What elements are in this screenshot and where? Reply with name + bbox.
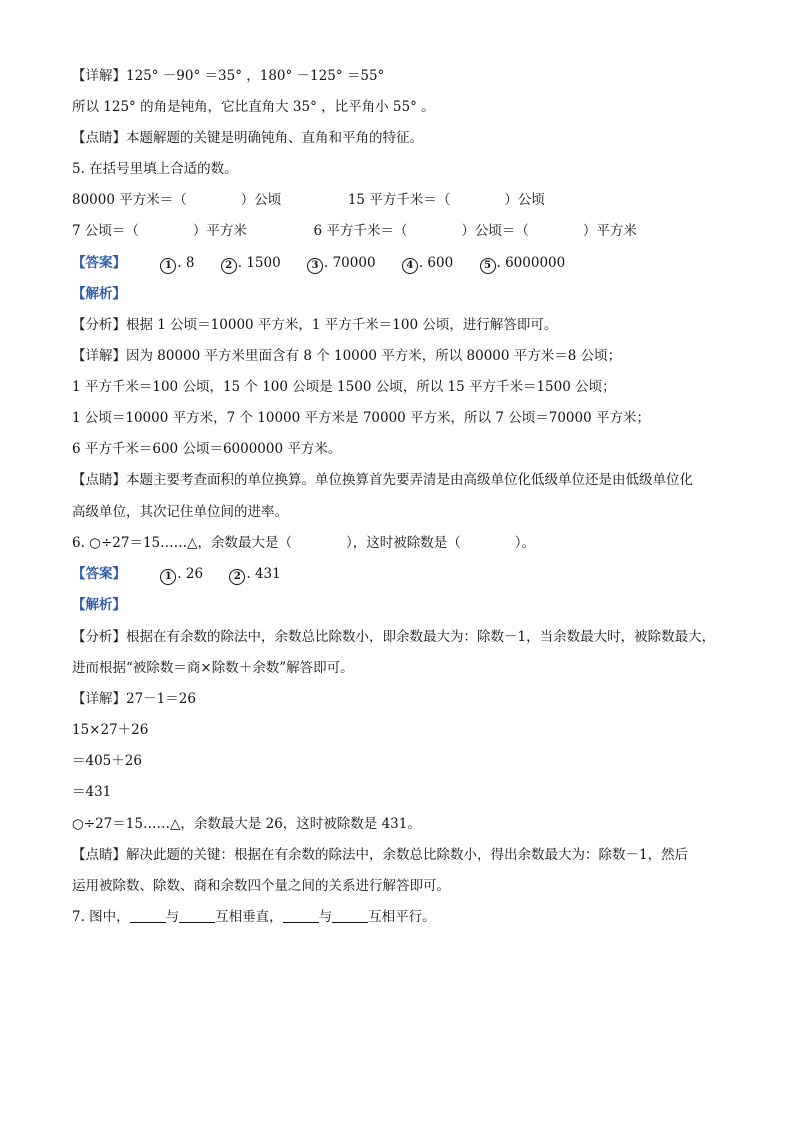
q7-mid-3: 与: [318, 909, 333, 925]
answer-blank[interactable]: [332, 908, 368, 923]
question-7-title: [72, 907, 436, 927]
q6-analysis-tag: 【解析】: [72, 597, 126, 613]
q6-conclusion: ○÷27＝15……△，余数最大是 26，这时被除数是 431。: [72, 816, 421, 832]
q5-detail-1: 【详解】因为 80000 平方米里面含有 8 个 10000 平方米，所以 80000 平方米＝8 公顷；: [72, 348, 622, 364]
q6-answer-list: [160, 564, 302, 585]
q5-answer-list: [160, 253, 587, 274]
answer-tag: 【答案】: [72, 255, 126, 271]
q5-key-point-1: 【点睛】本题主要考查面积的单位换算。单位换算首先要弄清是由高级单位化低级单位还是由低级单位化: [72, 472, 693, 488]
q5-answer-line: [72, 253, 587, 274]
detail-angle-calc: 【详解】125° －90° ＝35° ，180° －125° ＝55°: [72, 68, 385, 84]
q6-detail-4: ＝431: [72, 784, 112, 800]
q6-analysis-2: 进而根据“被除数＝商×除数＋余数”解答即可。: [72, 660, 354, 676]
q7-suffix: 互相平行。: [368, 909, 436, 925]
q6-detail-3: ＝405＋26: [72, 753, 142, 769]
q5-answer-5: [480, 253, 566, 274]
answer-tag: 【答案】: [72, 566, 126, 582]
q6-detail-2: 15×27＋26: [72, 722, 149, 738]
q5-item-2: 15 平方千米＝（ ）公顷: [347, 192, 545, 208]
q5-answer-1: [160, 253, 194, 274]
q5-answer-4: [402, 253, 453, 274]
q6-detail-1: 【详解】27－1＝26: [72, 691, 196, 707]
q5-item-3: 7 公顷＝（ ）平方米: [72, 223, 247, 239]
q7-mid-2: 互相垂直，: [215, 909, 283, 925]
q5-answer-3: [307, 253, 376, 274]
answer-value: . 70000: [324, 255, 376, 271]
q5-analysis-tag: 【解析】: [72, 286, 126, 302]
q6-key-point-1: 【点睛】解决此题的关键：根据在有余数的除法中，余数总比除数小，得出余数最大为：除数－1，然后: [72, 847, 689, 863]
question-5-row-1: [72, 190, 545, 210]
circled-number: 3: [307, 258, 323, 274]
angle-conclusion: 所以 125° 的角是钝角，它比直角大 35° ，比平角小 55° 。: [72, 99, 435, 115]
q5-detail-3: 1 公顷＝10000 平方米，7 个 10000 平方米是 70000 平方米，所以 7 公顷＝70000 平方米；: [72, 410, 650, 426]
answer-value: . 600: [418, 255, 454, 271]
q6-analysis-1: 【分析】根据在有余数的除法中，余数总比除数小，即余数最大为：除数－1，当余数最大时，被除数最大，: [72, 629, 716, 645]
q7-mid-1: 与: [165, 909, 180, 925]
answer-value: . 431: [246, 566, 281, 582]
q6-answer-1: [160, 564, 203, 585]
q5-detail-4: 6 平方千米＝600 公顷＝6000000 平方米。: [72, 441, 342, 457]
q5-item-4: 6 平方千米＝（ ）公顷＝（ ）平方米: [313, 223, 637, 239]
q5-analysis: 【分析】根据 1 公顷＝10000 平方米，1 平方千米＝100 公顷，进行解答即可。: [72, 317, 558, 333]
circled-number: 2: [221, 258, 237, 274]
q5-answer-2: [221, 253, 281, 274]
question-6-title: 6. ○÷27＝15……△，余数最大是（ ），这时被除数是（ ）。: [72, 535, 536, 551]
answer-blank[interactable]: [283, 908, 319, 923]
q7-prefix: 7. 图中，: [72, 909, 130, 925]
answer-blank[interactable]: [179, 908, 215, 923]
answer-blank[interactable]: [130, 908, 166, 923]
answer-value: . 8: [177, 255, 195, 271]
q5-key-point-2: 高级单位，其次记住单位间的进率。: [72, 504, 288, 520]
angle-key-point: 【点睛】本题解题的关键是明确钝角、直角和平角的特征。: [72, 130, 423, 146]
question-5-row-2: [72, 221, 637, 241]
q6-answer-2: [229, 564, 280, 585]
circled-number: 4: [402, 258, 418, 274]
circled-number: 1: [160, 569, 176, 585]
circled-number: 1: [160, 258, 176, 274]
q6-answer-line: [72, 564, 303, 585]
answer-value: . 26: [177, 566, 204, 582]
q5-detail-2: 1 平方千米＝100 公顷，15 个 100 公顷是 1500 公顷，所以 15 平方千米＝1500 公顷；: [72, 379, 616, 395]
answer-value: . 6000000: [496, 255, 566, 271]
answer-value: . 1500: [237, 255, 281, 271]
q5-item-1: 80000 平方米＝（ ）公顷: [72, 192, 282, 208]
question-5-title: 5. 在括号里填上合适的数。: [72, 161, 238, 177]
circled-number: 5: [480, 258, 496, 274]
circled-number: 2: [229, 569, 245, 585]
q6-key-point-2: 运用被除数、除数、商和余数四个量之间的关系进行解答即可。: [72, 878, 450, 894]
